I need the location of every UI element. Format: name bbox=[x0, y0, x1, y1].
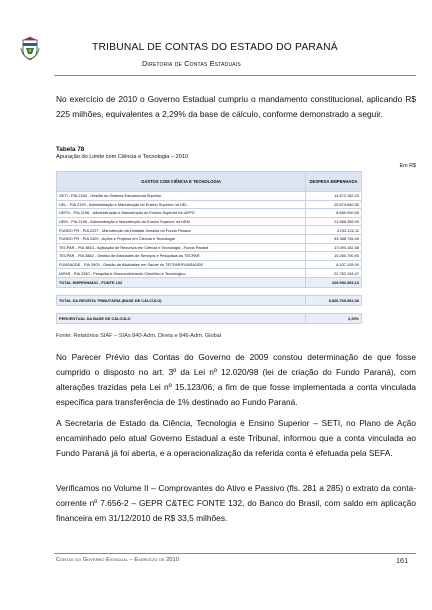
table-row bbox=[57, 209, 362, 218]
row-description: IAPAR - PIA 2330 - Pesquisa e Desenvolvimento Científico e Tecnológico bbox=[57, 269, 306, 278]
table-row bbox=[57, 234, 362, 243]
table-row bbox=[57, 260, 362, 269]
percentual-label: PERCENTUAL DA BASE DE CÁLCULO bbox=[57, 313, 306, 323]
paragraph-extrato: Verificamos no Volume II – Comprovantes do Ativo e Passivo (fls. 281 a 285) o extrato da conta-corrente nº 7.656-2 – GEPR C&TEC FONTE 132, do Banco do Brasil, com saldo em aplicação financeira em 31/12/2010 de R$ 33,5 milhões. bbox=[56, 483, 416, 523]
table-row bbox=[57, 217, 362, 226]
row-description: UEPG - PIA 2196 - Administração e Manutenção do Ensino Superior na UEPG bbox=[57, 209, 306, 218]
paragraph-parecer: No Parecer Prévio das Contas do Governo de 2009 constou determinação de que fosse cumprido o disposto no art. 3º da Lei nº 12.020/98 (lei de criação do Fundo Paraná), com alterações trazidas pela Lei nº 15.123/06, a fim de que fosse implementada a conta vinculada específica para transferência de 1% destinado ao Fundo Paraná. bbox=[56, 352, 416, 407]
row-description: TECPAR - PIA 3843 - Aplicação de Recursos em Ciência e Tecnologia - Fundo Paraná bbox=[57, 243, 306, 252]
row-description: SETI - PIA 2183 - Gestão do Sistema Educacional Superior bbox=[57, 192, 306, 201]
page-number: 161 bbox=[396, 556, 409, 565]
table-subtitle: Apuração do Limite com Ciência e Tecnologia – 2010 bbox=[56, 154, 189, 160]
science-tech-table bbox=[56, 171, 362, 324]
column-header-description: GASTOS COM CIÊNCIA E TECNOLOGIA bbox=[57, 172, 306, 192]
page-header bbox=[20, 30, 412, 78]
table-row bbox=[57, 243, 362, 252]
table-row bbox=[57, 200, 362, 209]
parana-coat-of-arms-icon bbox=[20, 36, 40, 60]
paragraph-intro: No exercício de 2010 o Governo Estadual cumpriu o mandamento constitucional, aplicando R$ 225 milhões, equivalentes a 2,29% da base de cálculo, conforme demonstrado a seguir. bbox=[56, 94, 416, 119]
table-unit: Em R$ bbox=[399, 163, 416, 169]
table-row bbox=[57, 252, 362, 261]
total-row bbox=[57, 277, 362, 287]
row-value: 93.388.726,49 bbox=[306, 234, 362, 243]
table-row bbox=[57, 269, 362, 278]
row-value: 10.260.700,90 bbox=[306, 252, 362, 261]
row-description: UEM - PIA 2198 - Administração e Manutenção do Ensino Superior na UEM bbox=[57, 217, 306, 226]
row-value: 8.850.000,00 bbox=[306, 209, 362, 218]
table-row bbox=[57, 226, 362, 235]
table-spacer bbox=[57, 287, 362, 295]
row-value: 21.588.355,90 bbox=[306, 217, 362, 226]
row-value: 25.674.840,30 bbox=[306, 200, 362, 209]
page-title: TRIBUNAL DE CONTAS DO ESTADO DO PARANÁ bbox=[92, 42, 338, 53]
table-row bbox=[57, 192, 362, 201]
row-value: 17.093.152,58 bbox=[306, 243, 362, 252]
row-description: FUNSAÚDE - PIA 3903 - Gestão de Atividades em Saúde do TECPAR/FUNSAÚDE bbox=[57, 260, 306, 269]
page-subtitle: Diretoria de Contas Estaduais bbox=[142, 59, 241, 68]
table-source: Fonte: Relatórios SIAF – SIAs 840-Adm. Direta e 846-Adm. Global bbox=[56, 333, 222, 339]
percentual-value: 2,29% bbox=[306, 313, 362, 323]
footer-text: Contas do Governo Estadual – Exercício de 2010 bbox=[56, 557, 179, 563]
header-divider bbox=[54, 75, 416, 76]
row-value: 3.193.122,11 bbox=[306, 226, 362, 235]
row-value: 8.437.128,00 bbox=[306, 260, 362, 269]
percentual-row bbox=[57, 313, 362, 323]
footer-divider bbox=[54, 553, 416, 554]
row-description: FUNDO PR - PIA 2227 - Manutenção da Unidade Gestora do Fundo Paraná bbox=[57, 226, 306, 235]
receita-value: 9.826.765.962,36 bbox=[306, 295, 362, 305]
table-spacer bbox=[57, 305, 362, 313]
total-label: TOTAL EMPENHADO - FONTE 132 bbox=[57, 277, 306, 287]
row-description: UEL - PIA 2193 - Administração e Manutenção do Ensino Superior na UEL bbox=[57, 200, 306, 209]
receita-label: TOTAL DA RECEITA TRIBUTÁRIA (BASE DE CÁLCULO) bbox=[57, 295, 306, 305]
row-value: 22.762.194,47 bbox=[306, 269, 362, 278]
total-value: 225.992.369,13 bbox=[306, 277, 362, 287]
paragraph-seti: A Secretaria de Estado da Ciência, Tecnologia e Ensino Superior – SETI, no Plano de Ação encaminhado pelo atual Governo Estadual a este Tribunal, informou que a conta vinculada ao Fundo Paraná já foi aberta, e a operacionalização da referida conta é efetuada pela SEFA. bbox=[56, 418, 416, 458]
row-description: FUNDO PR - PIA 2429 - Ações e Projetos em Ciência e Tecnologia bbox=[57, 234, 306, 243]
table-title: Tabela 78 bbox=[56, 146, 85, 153]
row-description: TECPAR - PIA 3882 - Gestão de Atividades de Serviços e Pesquisas do TECPAR bbox=[57, 252, 306, 261]
receita-row bbox=[57, 295, 362, 305]
column-header-value: DESPESA EMPENHADA bbox=[306, 172, 362, 192]
table-header-row bbox=[57, 172, 362, 192]
row-value: 14.872.152,23 bbox=[306, 192, 362, 201]
